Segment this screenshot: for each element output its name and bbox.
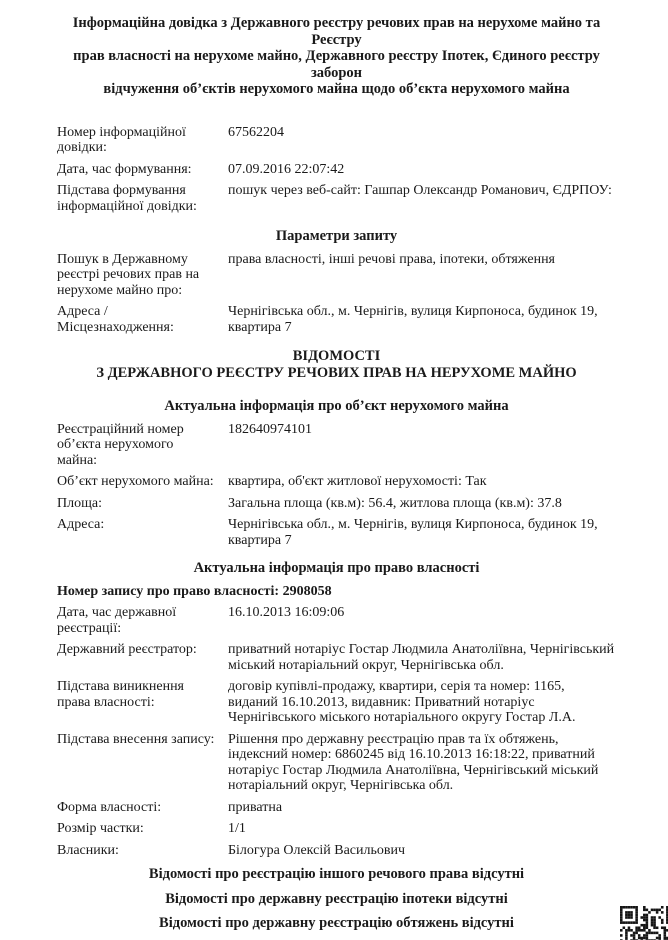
register-heading-line: ВІДОМОСТІ: [292, 348, 381, 364]
ownership-record-number: Номер запису про право власності: 2908058: [57, 583, 332, 599]
field-value: Рішення про державну реєстрацію прав та їх обтяжень, індексний номер: 6860245 від 16.10.2013 16:18:22, приватний нотаріус Гостар Людмила Анатоліївна, Чернігівський міський нотаріальний округ, Чернігівська обл.: [228, 731, 599, 793]
field-label: Об’єкт нерухомого майна:: [57, 474, 214, 489]
query-params-heading: Параметри запиту: [275, 228, 398, 244]
table-row: [57, 517, 616, 548]
field-value: 67562204: [228, 124, 284, 140]
field-value: пошук через веб-сайт: Гашпар Олександр Романович, ЄДРПОУ:: [228, 183, 612, 198]
table-row: [57, 162, 616, 178]
field-value: Чернігівська обл., м. Чернігів, вулиця Кирпоноса, будинок 19, квартира 7: [228, 517, 598, 548]
table-row: [57, 605, 616, 636]
object-info-section: [57, 422, 616, 549]
field-value: 07.09.2016 22:07:42: [228, 161, 345, 177]
table-row: [57, 843, 616, 859]
absence-note-mortgage: Відомості про державну реєстрацію іпотеки відсутні: [165, 890, 508, 907]
field-label: Адреса:: [57, 517, 105, 532]
table-row: [57, 422, 616, 469]
table-row: [57, 125, 616, 156]
register-heading-line: З ДЕРЖАВНОГО РЕЄСТРУ РЕЧОВИХ ПРАВ НА НЕРУХОМЕ МАЙНО: [96, 364, 577, 381]
certificate-info-section: [57, 125, 616, 215]
table-row: [57, 821, 616, 837]
field-value: Чернігівська обл., м. Чернігів, вулиця Кирпоноса, будинок 19, квартира 7: [228, 304, 598, 335]
field-value: 182640974101: [228, 421, 312, 437]
object-info-heading: Актуальна інформація про об’єкт нерухомого майна: [164, 398, 509, 414]
qr-code-icon: [620, 906, 668, 940]
field-value: приватний нотаріус Гостар Людмила Анатоліївна, Чернігівський міський нотаріальний округ, Чернігівська обл.: [228, 642, 615, 673]
table-row: [57, 679, 616, 726]
field-label: Пошук в Державному реєстрі речових прав на нерухоме майно про:: [57, 251, 200, 298]
field-label: Площа:: [57, 495, 102, 511]
query-params-section: [57, 252, 616, 336]
document-title: [61, 15, 612, 98]
field-value: Білогура Олексій Васильович: [228, 842, 406, 858]
table-row: [57, 642, 616, 673]
table-row: [57, 474, 616, 490]
field-value: договір купівлі-продажу, квартири, серія та номер: 1165, виданий 16.10.2013, видавник: Приватний нотаріус Чернігівського міського нотаріального округу Гостар Л.А.: [228, 679, 576, 725]
field-label: Дата, час державної реєстрації:: [57, 605, 177, 636]
field-label: Номер інформаційної довідки:: [57, 124, 186, 155]
field-label: Підстава внесення запису:: [57, 731, 215, 747]
table-row: [57, 304, 616, 335]
field-label: Адреса / Місцезнаходження:: [57, 304, 174, 335]
field-label: Розмір частки:: [57, 821, 144, 836]
title-line: прав власності на нерухоме майно, Державного реєстру Іпотек, Єдиного реєстру заборон: [73, 48, 600, 81]
ownership-info-section: [57, 605, 616, 858]
field-label: Підстава формування інформаційної довідки:: [57, 183, 197, 214]
field-value: приватна: [228, 799, 283, 815]
field-value: права власності, інші речові права, іпотеки, обтяження: [228, 251, 555, 267]
table-row: [57, 800, 616, 816]
title-line: відчуження об’єктів нерухомого майна щодо об’єкта нерухомого майна: [103, 81, 570, 97]
absence-note-other-rights: Відомості про реєстрацію іншого речового права відсутні: [148, 866, 525, 882]
field-label: Дата, час формування:: [57, 161, 192, 177]
table-row: [57, 732, 616, 794]
field-value: 16.10.2013 16:09:06: [228, 605, 345, 620]
field-label: Підстава виникнення права власності:: [57, 679, 184, 710]
register-heading: [57, 348, 616, 381]
field-value: квартира, об'єкт житлової нерухомості: Так: [228, 474, 487, 489]
ownership-info-heading: Актуальна інформація про право власності: [193, 560, 480, 576]
table-row: [57, 496, 616, 512]
table-row: [57, 252, 616, 299]
field-label: Власники:: [57, 842, 119, 858]
field-label: Державний реєстратор:: [57, 642, 197, 657]
field-label: Форма власності:: [57, 799, 162, 815]
title-line: Інформаційна довідка з Державного реєстру речових прав на нерухоме майно та Реєстру: [72, 15, 601, 48]
field-label: Реєстраційний номер об’єкта нерухомого майна:: [57, 421, 184, 468]
field-value: Загальна площа (кв.м): 56.4, житлова площа (кв.м): 37.8: [228, 495, 562, 511]
absence-note-encumbrances: Відомості про державну реєстрацію обтяжень відсутні: [159, 915, 514, 931]
field-value: 1/1: [228, 821, 246, 836]
table-row: [57, 183, 616, 214]
